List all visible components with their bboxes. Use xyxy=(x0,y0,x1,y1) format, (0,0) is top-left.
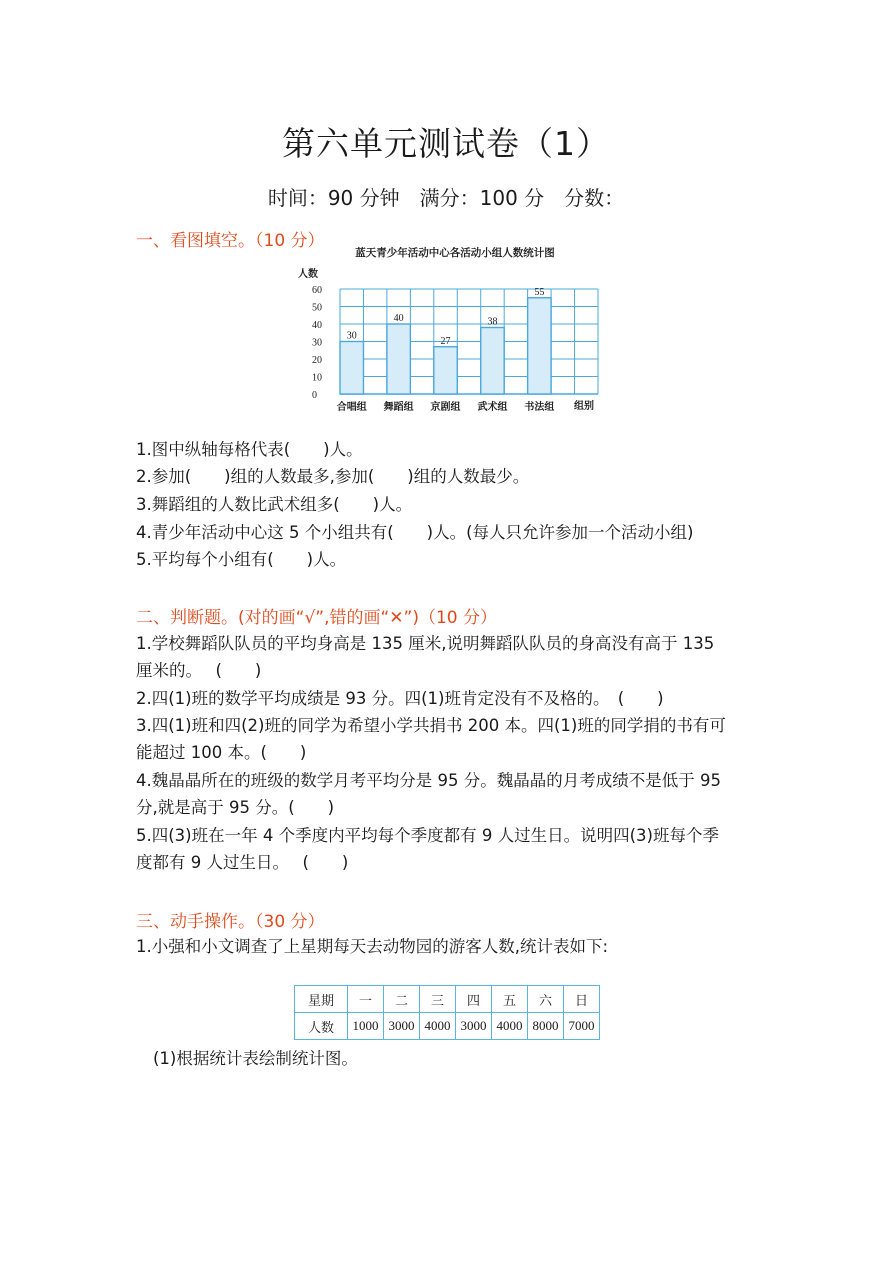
s2-line-7: 分,就是高于 95 分。( ) xyxy=(136,798,335,817)
s1-question-3: 3.舞蹈组的人数比武术组多( )人。 xyxy=(136,495,413,514)
chart-y-tick-label: 10 xyxy=(312,372,322,384)
chart-data-label: 30 xyxy=(346,330,357,342)
table-cell: 五 xyxy=(492,986,528,1013)
table-cell: 日 xyxy=(564,986,600,1013)
s3-intro: 1.小强和小文调查了上星期每天去动物园的游客人数,统计表如下: xyxy=(136,937,609,956)
chart-y-tick-label: 50 xyxy=(312,302,322,314)
table-header-cell: 人数 xyxy=(295,1013,348,1040)
table-cell: 7000 xyxy=(564,1013,600,1040)
chart-y-axis-label: 人数 xyxy=(298,269,318,280)
chart-y-tick-label: 60 xyxy=(312,285,322,296)
chart-bar xyxy=(528,298,551,394)
s1-question-4: 4.青少年活动中心这 5 个小组共有( )人。(每人只允许参加一个活动小组) xyxy=(136,523,694,542)
table-cell: 1000 xyxy=(348,1013,384,1040)
table-cell: 四 xyxy=(456,986,492,1013)
table-header-cell: 星期 xyxy=(295,986,348,1013)
table-cell: 六 xyxy=(528,986,564,1013)
section-1-heading: 一、看图填空。（10 分） xyxy=(136,231,325,251)
table-cell: 4000 xyxy=(420,1013,456,1040)
chart-title: 蓝天青少年活动中心各活动小组人数统计图 xyxy=(355,247,555,259)
chart-x-tick-label: 武术组 xyxy=(477,402,508,413)
chart-y-tick-label: 20 xyxy=(312,355,322,366)
s2-line-5: 能超过 100 本。( ) xyxy=(136,743,307,762)
s2-line-1: 1.学校舞蹈队队员的平均身高是 135 厘米,说明舞蹈队队员的身高没有高于 135 xyxy=(136,634,715,653)
chart-bar xyxy=(340,342,363,395)
chart-x-tick-label: 京剧组 xyxy=(430,402,461,413)
exam-meta: 时间：90 分钟 满分：100 分 分数： xyxy=(267,186,625,210)
chart-data-label: 38 xyxy=(487,316,498,328)
chart-bar xyxy=(434,347,457,394)
table-cell: 4000 xyxy=(492,1013,528,1040)
bar-chart xyxy=(290,244,610,419)
table-row xyxy=(295,986,600,1013)
table-cell: 3000 xyxy=(384,1013,420,1040)
s2-line-2: 厘米的。 ( ) xyxy=(136,661,262,680)
s1-question-5: 5.平均每个小组有( )人。 xyxy=(136,550,347,569)
chart-x-tick-label: 书法组 xyxy=(524,402,555,413)
chart-y-tick-label: 30 xyxy=(312,337,322,349)
section-3-heading: 三、动手操作。（30 分） xyxy=(136,912,325,932)
visitor-table xyxy=(294,985,600,1040)
s2-line-6: 4.魏晶晶所在的班级的数学月考平均分是 95 分。魏晶晶的月考成绩不是低于 95 xyxy=(136,771,721,790)
s1-question-1: 1.图中纵轴每格代表( )人。 xyxy=(136,440,363,459)
chart-data-label: 27 xyxy=(440,335,451,347)
s2-line-8: 5.四(3)班在一年 4 个季度内平均每个季度都有 9 人过生日。说明四(3)班每个季 xyxy=(136,826,719,845)
chart-data-label: 40 xyxy=(393,313,404,324)
chart-y-tick-label: 0 xyxy=(312,390,317,401)
s2-line-3: 2.四(1)班的数学平均成绩是 93 分。四(1)班肯定没有不及格的。 ( ) xyxy=(136,689,664,708)
table-cell: 8000 xyxy=(528,1013,564,1040)
chart-x-tick-label: 舞蹈组 xyxy=(383,402,414,413)
table-cell: 二 xyxy=(384,986,420,1013)
table-cell: 3000 xyxy=(456,1013,492,1040)
s2-line-9: 度都有 9 人过生日。 ( ) xyxy=(136,853,349,872)
chart-bar xyxy=(387,324,410,394)
table-row xyxy=(295,1013,600,1040)
chart-data-label: 55 xyxy=(534,286,545,298)
chart-y-tick-label: 40 xyxy=(312,320,322,331)
section-2-heading: 二、判断题。(对的画“√”,错的画“✕”)（10 分） xyxy=(136,608,498,628)
chart-bar xyxy=(481,328,504,395)
chart-x-axis-label: 组别 xyxy=(574,401,594,412)
bar-chart-svg xyxy=(290,244,610,419)
table-cell: 三 xyxy=(420,986,456,1013)
s3-sub-1: (1)根据统计表绘制统计图。 xyxy=(153,1049,358,1068)
s1-question-2: 2.参加( )组的人数最多,参加( )组的人数最少。 xyxy=(136,467,530,486)
s2-line-4: 3.四(1)班和四(2)班的同学为希望小学共捐书 200 本。四(1)班的同学捐的书有可 xyxy=(136,716,726,735)
chart-x-tick-label: 合唱组 xyxy=(336,402,367,413)
table-cell: 一 xyxy=(348,986,384,1013)
page-title: 第六单元测试卷（1） xyxy=(282,124,610,163)
